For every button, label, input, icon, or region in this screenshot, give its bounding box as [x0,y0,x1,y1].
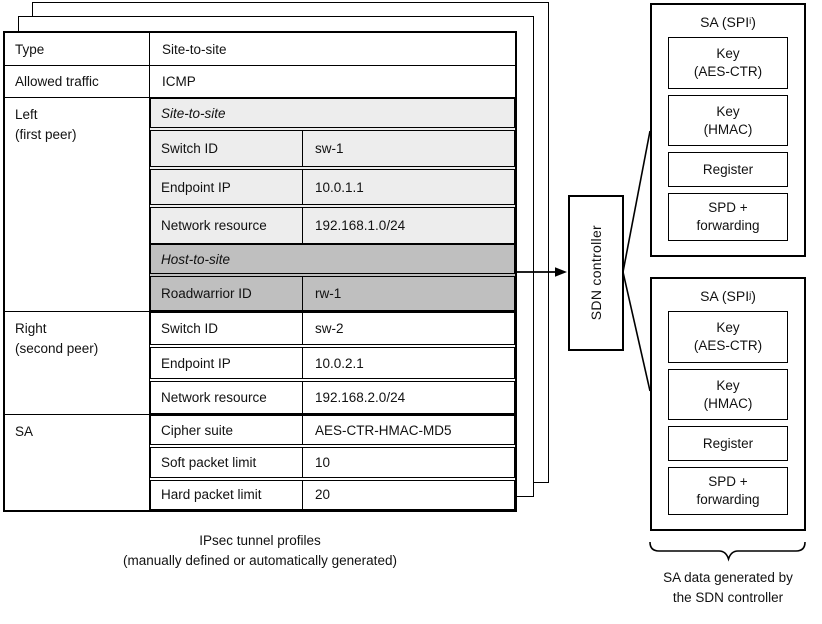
controller-to-sa-j-line [623,272,650,391]
sa-item-key-aes-ctr [668,311,788,363]
row-key [151,348,303,379]
section-left-label [5,98,150,312]
profiles-caption-line1: IPsec tunnel profiles [199,533,321,548]
item-line2: (HMAC) [703,395,753,411]
table-row [150,415,515,445]
row-key [151,208,303,243]
section-right-label [5,312,150,415]
sa-spi-j-box [650,277,806,531]
sa-item-spd-forwarding [668,193,788,241]
table-row [150,447,515,477]
value-text: 192.168.1.0/24 [315,218,406,234]
sa-label: SA [15,424,34,439]
profiles-caption-line2: (manually defined or automatically generated) [123,552,397,568]
sa-spi-i-title: SA (SPI i ) [700,14,756,30]
controller-to-sa-i-line [623,131,650,272]
right-label-line1: Right [15,321,47,336]
title-suffix: ) [751,288,756,304]
sa-item-key-aes-ctr [668,37,788,89]
row-key [151,382,303,413]
row-key [151,313,303,344]
row-value [303,416,514,444]
key-text: Hard packet limit [161,487,262,503]
type-value: Site-to-site [162,41,227,57]
section-sa-label [5,415,150,510]
row-value [303,208,514,243]
site-to-site-subheader-text: Site-to-site [161,105,226,121]
sa-item-spd-forwarding [668,467,788,515]
sdn-controller-label: SDN controller [588,225,604,321]
value-text: 10.0.1.1 [315,179,364,195]
left-site-to-site-subsection [150,98,515,244]
table-row [150,207,515,244]
sa-spi-i-items [652,37,804,255]
traffic-value: ICMP [162,74,196,89]
title-suffix: ) [751,14,756,30]
row-value [303,313,514,344]
left-label-line2: (first peer) [15,126,77,142]
sa-spi-j-title: SA (SPI j ) [700,288,756,304]
site-to-site-subheader [150,98,515,128]
right-label-line2: (second peer) [15,340,99,356]
sa-item-key-hmac [668,95,788,146]
key-text: Cipher suite [161,422,234,438]
item-line1: Register [702,161,754,177]
key-text: Soft packet limit [161,454,257,470]
item-line1: SPD + [708,200,748,216]
item-line2: (HMAC) [703,121,753,137]
item-line1: Key [716,103,740,119]
right-rows [150,312,515,414]
row-type-value [150,33,515,66]
section-sa-content [150,415,515,510]
host-to-site-subheader [150,244,515,274]
row-key [151,448,303,476]
row-key [151,170,303,205]
sa-spi-j-items [652,311,804,529]
title-prefix: SA (SPI [700,14,750,30]
row-value [303,131,514,166]
key-text: Endpoint IP [161,179,231,195]
item-line1: Key [716,46,740,62]
sa-item-register [668,152,788,187]
section-left-content [150,98,515,312]
sa-spi-i-box [650,3,806,257]
row-key [151,481,303,509]
table-row [150,480,515,510]
row-type-label [5,33,150,66]
value-text: 20 [315,487,331,503]
row-traffic-value [150,66,515,98]
row-key [151,277,303,310]
table-row [150,381,515,414]
row-value [303,348,514,379]
key-text: Switch ID [161,140,219,156]
key-text: Roadwarrior ID [161,286,252,301]
profiles-caption [3,531,517,570]
row-traffic-label [5,66,150,98]
row-value [303,481,514,509]
value-text: 10 [315,454,331,470]
row-value [303,382,514,413]
value-text: sw-2 [315,320,344,336]
left-host-to-site-subsection [150,244,515,311]
row-value [303,448,514,476]
type-label: Type [15,41,45,57]
sdn-controller-box [568,195,624,351]
item-line1: Key [716,377,740,393]
traffic-label: Allowed traffic [15,74,99,89]
sa-data-caption-line1: SA data generated by [663,570,793,585]
key-text: Endpoint IP [161,355,231,371]
key-text: Network resource [161,390,267,406]
item-line2: (AES-CTR) [693,64,763,79]
item-line1: SPD + [708,474,748,490]
left-label-line1: Left [15,107,38,122]
row-value [303,277,514,310]
row-value [303,170,514,205]
key-text: Switch ID [161,320,219,336]
item-line2: forwarding [696,492,760,507]
value-text: 192.168.2.0/24 [315,390,406,406]
value-text: AES-CTR-HMAC-MD5 [315,422,452,438]
key-text: Network resource [161,218,267,234]
host-to-site-subheader-text: Host-to-site [161,251,231,267]
sa-group-brace [650,542,805,559]
item-line1: Key [716,320,740,336]
table-row [150,169,515,206]
value-text: rw-1 [315,286,342,301]
item-line2: (AES-CTR) [693,338,763,353]
table-row [150,130,515,167]
sa-rows [150,415,515,510]
value-text: sw-1 [315,140,344,156]
row-key [151,131,303,166]
table-row [150,276,515,311]
item-line2: forwarding [696,218,760,233]
sa-item-key-hmac [668,369,788,420]
sa-data-caption-line2: the SDN controller [672,589,784,605]
ipsec-profile-table [3,31,517,512]
arrowhead-icon [555,267,567,277]
section-right-content [150,312,515,415]
table-row [150,347,515,380]
sa-item-register [668,426,788,461]
table-row [150,312,515,345]
sa-data-caption [628,568,822,607]
title-prefix: SA (SPI [700,288,750,304]
value-text: 10.0.2.1 [315,355,364,371]
item-line1: Register [702,435,754,451]
row-key [151,416,303,444]
